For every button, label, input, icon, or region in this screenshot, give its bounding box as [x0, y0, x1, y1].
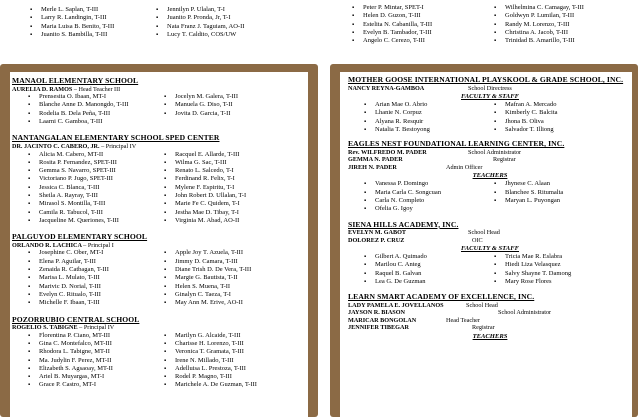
name-list-column [154, 6, 244, 39]
school-section-learn-smart [348, 293, 632, 341]
list-item: ▪ Trinidad B. Amarillo, T-III [492, 37, 584, 45]
list-item: ▪ Blanche Anne D. Manongdo, T-III [26, 101, 162, 109]
staff-list [12, 93, 308, 126]
staff-list-column [162, 332, 257, 390]
staff-list [348, 253, 632, 286]
list-item: ▪ May Ann M. Erive, AO-II [162, 299, 251, 307]
list-item: ▪ Evelyn C. Ritualo, T-III [26, 291, 162, 299]
staff-list [348, 101, 632, 134]
school-head [12, 86, 308, 94]
school-head [12, 143, 308, 151]
staff-role: School Head [468, 229, 500, 237]
staff-row [348, 164, 632, 172]
list-item: ▪ Renato L. Salcedo, T-I [162, 167, 246, 175]
list-item: ▪ Marilou C. Anteg [362, 261, 492, 269]
list-item: ▪ Adelluisa L. Prestoza, T-III [162, 365, 257, 373]
list-item: ▪ Jennilyn P. Ulalan, T-I [154, 6, 244, 14]
list-item: ▪ Wilma G. Sac, T-III [162, 159, 246, 167]
list-item: ▪ Elizabeth S. Agsaoay, MT-II [26, 365, 162, 373]
list-item: ▪ Charisse H. Lorenzo, T-III [162, 340, 257, 348]
list-item: ▪ Wilhelmina C. Camagay, T-III [492, 4, 584, 12]
list-item: ▪ Jhynese C. Alaan [492, 180, 563, 188]
staff-list-column [162, 151, 246, 226]
list-item: ▪ Florentina P. Ciano, MT-III [26, 332, 162, 340]
list-item: ▪ Blanchee S. Ritumalta [492, 189, 563, 197]
list-item: ▪ Gilbert A. Quimado [362, 253, 492, 261]
staff-role: School Head [466, 301, 498, 309]
faculty-staff-heading: FACULTY & STAFF [460, 245, 520, 253]
list-item: ▪ Goldwyn P. Lumilan, T-III [492, 12, 584, 20]
staff-role: Registrar [493, 156, 516, 164]
school-title: MANAOL ELEMENTARY SCHOOL [12, 76, 139, 85]
staff-name: Rev. WILFREDO M. PADER [348, 148, 427, 156]
list-item: ▪ Larry R. Landingin, T-III [28, 14, 154, 22]
list-item: ▪ Zenaida R. Catbagan, T-III [26, 266, 162, 274]
list-item: ▪ Marivic D. Norial, T-III [26, 283, 162, 291]
right-page [340, 72, 632, 417]
staff-list-column [26, 249, 162, 307]
list-item: ▪ Tricia Mae R. Eslabra [492, 253, 571, 261]
list-item: ▪ Jessica C. Blanca, T-III [26, 184, 162, 192]
staff-row [348, 85, 632, 93]
list-item: ▪ Alicia M. Cabero, MT-II [26, 151, 162, 159]
school-section-eagles-nest [348, 140, 632, 213]
list-item: ▪ Marichele A. De Guzman, T-III [162, 381, 257, 389]
list-item: ▪ Marisa L. Mulato, T-III [26, 274, 162, 282]
list-item: ▪ Marie Fe C. Quidem, T-I [162, 200, 246, 208]
staff-list-column [492, 101, 558, 134]
list-item: ▪ Jovita D. Garcia, T-II [162, 110, 238, 118]
name-list [350, 4, 584, 45]
list-item: ▪ Salvador T. Illiong [492, 126, 558, 134]
list-item: ▪ Evelyn B. Tambador, T-III [350, 29, 492, 37]
list-item: ▪ Estelita N. Cabanilla, T-III [350, 21, 492, 29]
school-section-pozorrubio [12, 316, 308, 390]
head-name: DR. JACINTO C. CABERO, JR. [12, 142, 100, 150]
staff-name: GEMMA N. PADER [348, 156, 403, 164]
staff-row [348, 156, 632, 164]
list-item: ▪ Laarni C. Gamboa, T-III [26, 118, 162, 126]
staff-row [348, 237, 632, 245]
list-item: ▪ Helen S. Muena, T-II [162, 283, 251, 291]
list-item: ▪ Elena P. Aguilar, T-III [26, 258, 162, 266]
list-item: ▪ Mary Rose Flores [492, 278, 571, 286]
list-item: ▪ Lea G. De Guzman [362, 278, 492, 286]
list-item: ▪ Merle L. Saplan, T-III [28, 6, 154, 14]
staff-name: LADY PAMELA E. JOVELLANOS [348, 301, 444, 309]
staff-role: School Directress [468, 84, 512, 92]
list-item: ▪ Angelo C. Cerezo, T-III [350, 37, 492, 45]
list-item: ▪ Mylene F. Espiritu, T-I [162, 184, 246, 192]
name-list-column [350, 4, 492, 45]
staff-row [348, 309, 632, 317]
list-item: ▪ Diane Trish D. De Vera, T-III [162, 266, 251, 274]
list-item: ▪ Maryan L. Puyongan [492, 197, 563, 205]
staff-name: JENNIFER TIBEGAR [348, 324, 409, 332]
list-item: ▪ Jocelyn M. Galera, T-III [162, 93, 238, 101]
staff-list-column [26, 93, 162, 126]
school-section-mother-goose [348, 76, 632, 134]
list-item: ▪ Ginalyn C. Taeza, T-I [162, 291, 251, 299]
school-section-manaol [12, 77, 308, 126]
list-item: ▪ Gina C. Montefalco, MT-III [26, 340, 162, 348]
name-list-column [28, 6, 154, 39]
list-item: ▪ Nata Franz J. Taguiam, AO-II [154, 23, 244, 31]
staff-name: EVELYN M. GABOT [348, 229, 407, 237]
staff-role: School Administrator [468, 148, 522, 156]
school-section-nantangalan [12, 134, 308, 225]
staff-role: School Administrator [498, 309, 552, 317]
list-item: ▪ Ariel B. Muyargas, MT-I [26, 373, 162, 381]
staff-list-column [162, 93, 238, 126]
staff-row [348, 149, 632, 157]
staff-row [348, 324, 632, 332]
list-item: ▪ Marilyn G. Alcaide, T-III [162, 332, 257, 340]
staff-role: Admin Officer [446, 163, 483, 171]
list-item: ▪ Kimberly C. Balcita [492, 109, 558, 117]
list-item: ▪ Rosita P. Fernandez, SPET-III [26, 159, 162, 167]
staff-list-column [26, 332, 162, 390]
list-item: ▪ Ma. Judylin F. Perez, MT-II [26, 357, 162, 365]
list-item: ▪ Racquel E. Allarde, T-III [162, 151, 246, 159]
school-head [12, 242, 308, 250]
staff-list-column [492, 253, 571, 286]
head-name: AURELIA D. RAMOS [12, 85, 73, 93]
head-role: – Principal IV [79, 324, 115, 332]
list-item: ▪ Jacqueline M. Queriones, T-III [26, 217, 162, 225]
list-item: ▪ John Robert D. Ullalan, T-I [162, 192, 246, 200]
head-role: – Head Teacher III [73, 85, 121, 93]
school-title: POZORRUBIO CENTRAL SCHOOL [12, 314, 140, 324]
staff-name: JAYSON R. BIASON [348, 309, 406, 317]
list-item: ▪ Prensesita O. Ibaan, MT-I [26, 93, 162, 101]
head-name: ROGELIO S. TABIGNE [12, 324, 78, 332]
staff-name: DOLOREZ P. CRUZ [348, 236, 405, 244]
list-item: ▪ Gemma S. Navarro, SPET-III [26, 167, 162, 175]
list-item: ▪ Jimmy D. Camara, T-III [162, 258, 251, 266]
list-item: ▪ Rodel P. Magno, T-III [162, 373, 257, 381]
staff-list [12, 332, 308, 390]
list-item: ▪ Hiedi Liza Velasquez [492, 261, 571, 269]
staff-list-column [362, 101, 492, 134]
school-section-palguyod [12, 233, 308, 307]
list-item: ▪ Rodelia B. Dela Peña, T-III [26, 110, 162, 118]
name-list-column [492, 4, 584, 45]
list-item: ▪ Ofelia G. Igoy [362, 205, 492, 213]
teachers-heading: TEACHERS [472, 172, 508, 180]
school-title: EAGLES NEST FOUNDATIONAL LEARNING CENTER, INC. [348, 139, 565, 149]
staff-role: OIC [472, 236, 483, 244]
head-role: – Principal I [83, 241, 114, 249]
list-item: ▪ Juanito S. Bambilla, T-III [28, 31, 154, 39]
list-item: ▪ Salvy Shayne T. Damong [492, 270, 571, 278]
list-item: ▪ Irene N. Millado, T-III [162, 357, 257, 365]
list-item: ▪ Veronica T. Gramata, T-III [162, 348, 257, 356]
head-role: – Principal IV [101, 142, 137, 150]
list-item: ▪ Lucy T. Caldito, COS/UW [154, 31, 244, 39]
staff-row [348, 302, 632, 310]
head-name: ORLANDO R. LACHICA [12, 241, 82, 249]
list-item: ▪ Jhona B. Oliva [492, 118, 558, 126]
list-item: ▪ Rhodora L. Tabigne, MT-II [26, 348, 162, 356]
list-item: ▪ Maria Luisa B. Benito, T-III [28, 23, 154, 31]
list-item: ▪ Virginia M. Abad, AO-II [162, 217, 246, 225]
staff-list-column [492, 180, 563, 213]
list-item: ▪ Victoriano P. Jugo, SPET-III [26, 175, 162, 183]
staff-list [348, 180, 632, 213]
school-title: LEARN SMART ACADEMY OF EXCELLENCE, INC. [348, 292, 535, 302]
list-item: ▪ Mafran A. Mercado [492, 101, 558, 109]
staff-name: MARICAR BONGOLAN [348, 316, 417, 324]
list-item: ▪ Christina A. Jacob, T-III [492, 29, 584, 37]
staff-role: Head Teacher [446, 316, 480, 324]
school-title: MOTHER GOOSE INTERNATIONAL PLAYSKOOL & GRADE SCHOOL, INC. [348, 75, 624, 84]
staff-list-column [26, 151, 162, 226]
list-item: ▪ Jestha Mae D. Tibay, T-I [162, 209, 246, 217]
top-left-continuation [0, 0, 318, 64]
left-page [10, 72, 308, 417]
list-item: ▪ Camila R. Tabucol, T-III [26, 209, 162, 217]
school-title: PALGUYOD ELEMENTARY SCHOOL [12, 232, 148, 242]
list-item: ▪ Grace P. Castro, MT-I [26, 381, 162, 389]
list-item: ▪ Josephine C. Ober, MT-I [26, 249, 162, 257]
staff-list [12, 151, 308, 226]
name-list [28, 6, 244, 39]
school-title: NANTANGALAN ELEMENTARY SCHOOL SPED CENTER [12, 133, 220, 143]
list-item: ▪ Carla N. Completo [362, 197, 492, 205]
staff-row [348, 229, 632, 237]
list-item: ▪ Manuela G. Diso, T-II [162, 101, 238, 109]
list-item: ▪ Maria Carla C. Songcuan [362, 189, 492, 197]
faculty-staff-heading: FACULTY & STAFF [460, 93, 520, 101]
list-item: ▪ Randy M. Lorenzo, T-III [492, 21, 584, 29]
list-item: ▪ Mirasol S. Montilla, T-III [26, 200, 162, 208]
list-item: ▪ Peter P. Mintar, SPET-I [350, 4, 492, 12]
staff-name: JIREH N. PADER [348, 163, 397, 171]
teachers-heading: TEACHERS [472, 332, 508, 340]
staff-role: Registrar [472, 324, 495, 332]
list-item: ▪ Alyana R. Resquir [362, 118, 492, 126]
staff-row [348, 317, 632, 325]
staff-name: NANCY REYNA-GAMBOA [348, 84, 425, 92]
list-item: ▪ Helen D. Guzon, T-III [350, 12, 492, 20]
school-section-siena-hills [348, 221, 632, 287]
list-item: ▪ Ferdinand R. Felix, T-I [162, 175, 246, 183]
list-item: ▪ Apple Joy T. Azuela, T-III [162, 249, 251, 257]
staff-list [12, 249, 308, 307]
staff-list-column [362, 253, 492, 286]
list-item: ▪ Sheila A. Rayray, T-III [26, 192, 162, 200]
list-item: ▪ Margie G. Bautista, T-II [162, 274, 251, 282]
staff-list-column [162, 249, 251, 307]
list-item: ▪ Vanessa P. Domingo [362, 180, 492, 188]
staff-list-column [362, 180, 492, 213]
list-item: ▪ Arian Mae O. Abrio [362, 101, 492, 109]
list-item: ▪ Lhanie N. Corpuz [362, 109, 492, 117]
list-item: ▪ Michelle F. Ibaan, T-III [26, 299, 162, 307]
school-title: SIENA HILLS ACADEMY, INC. [348, 219, 459, 229]
list-item: ▪ Raquel B. Galvan [362, 270, 492, 278]
school-head [12, 324, 308, 332]
list-item: ▪ Natalia T. Bestoyong [362, 126, 492, 134]
list-item: ▪ Juanito P. Pronda, Jr, T-I [154, 14, 244, 22]
